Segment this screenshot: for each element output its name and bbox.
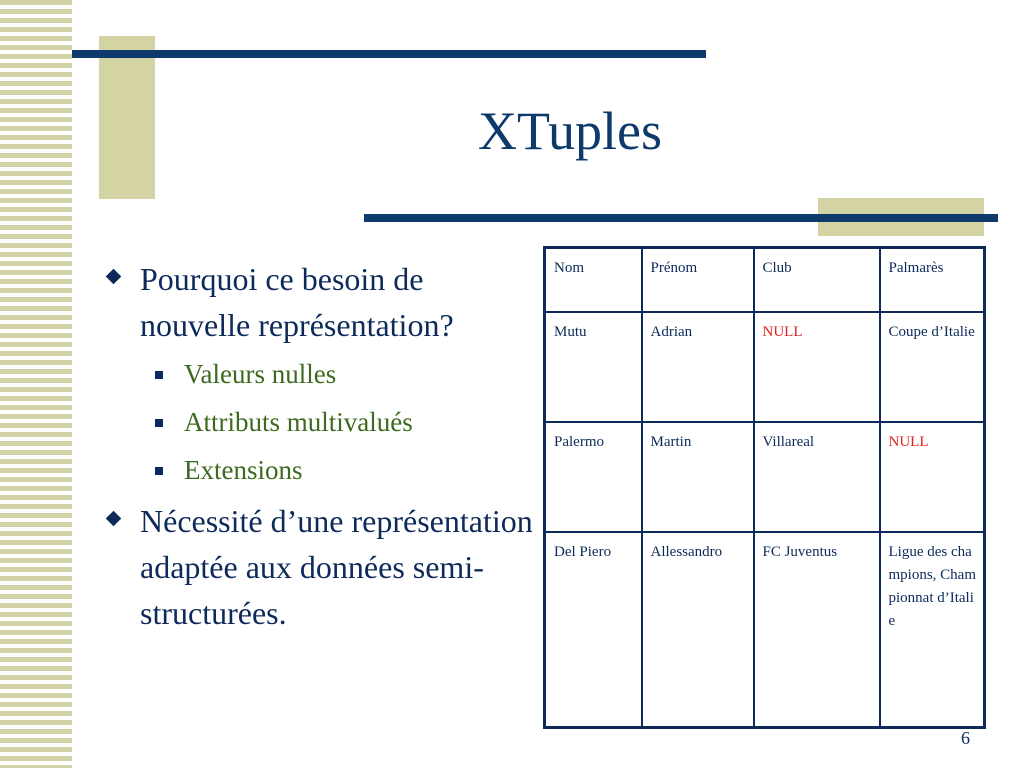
table-row [545,422,985,532]
table-cell: Martin [642,422,754,532]
title-bar-bottom [364,214,998,222]
square-bullet-icon [155,371,163,379]
table-cell: Ligue des champions, Championnat d’Italie [880,532,985,728]
sub-bullet-text: Attributs multivalués [184,407,413,437]
header-cell-prenom: Prénom [642,248,754,312]
sub-bullet-item [104,398,534,446]
table-cell: Del Piero [545,532,642,728]
square-bullet-icon [155,419,163,427]
table-row [545,532,985,728]
table-cell: Mutu [545,312,642,422]
table-header-row [545,248,985,312]
table-cell: Coupe d’Italie [880,312,985,422]
square-bullet-icon [155,467,163,475]
bullet-item-2 [104,498,534,636]
bullet-list [104,256,534,636]
sub-bullet-text: Valeurs nulles [184,359,337,389]
header-cell-palmares: Palmarès [880,248,985,312]
bullet-text: Pourquoi ce besoin de nouvelle représentation? [140,261,454,343]
beige-block-top [99,36,155,199]
diamond-bullet-icon [106,269,122,285]
sub-bullet-item [104,350,534,398]
slide-title: XTuples [477,101,663,161]
header-cell-nom: Nom [545,248,642,312]
diamond-bullet-icon [106,511,122,527]
table-cell: Adrian [642,312,754,422]
left-stripe-decoration [0,0,72,768]
table-cell: Allessandro [642,532,754,728]
table-cell-null: NULL [880,422,985,532]
sub-bullet-item [104,446,534,494]
xtuples-table [543,246,986,729]
sub-bullet-text: Extensions [184,455,303,485]
table-cell: Palermo [545,422,642,532]
page-number: 6 [961,728,970,748]
header-cell-club: Club [754,248,880,312]
table-cell: Villareal [754,422,880,532]
bullet-text: Nécessité d’une représentation adaptée aux données semi-structurées. [140,503,533,631]
table-cell-null: NULL [754,312,880,422]
bullet-item-1 [104,256,534,348]
table-row [545,312,985,422]
table-cell: FC Juventus [754,532,880,728]
title-bar-top [72,50,706,58]
